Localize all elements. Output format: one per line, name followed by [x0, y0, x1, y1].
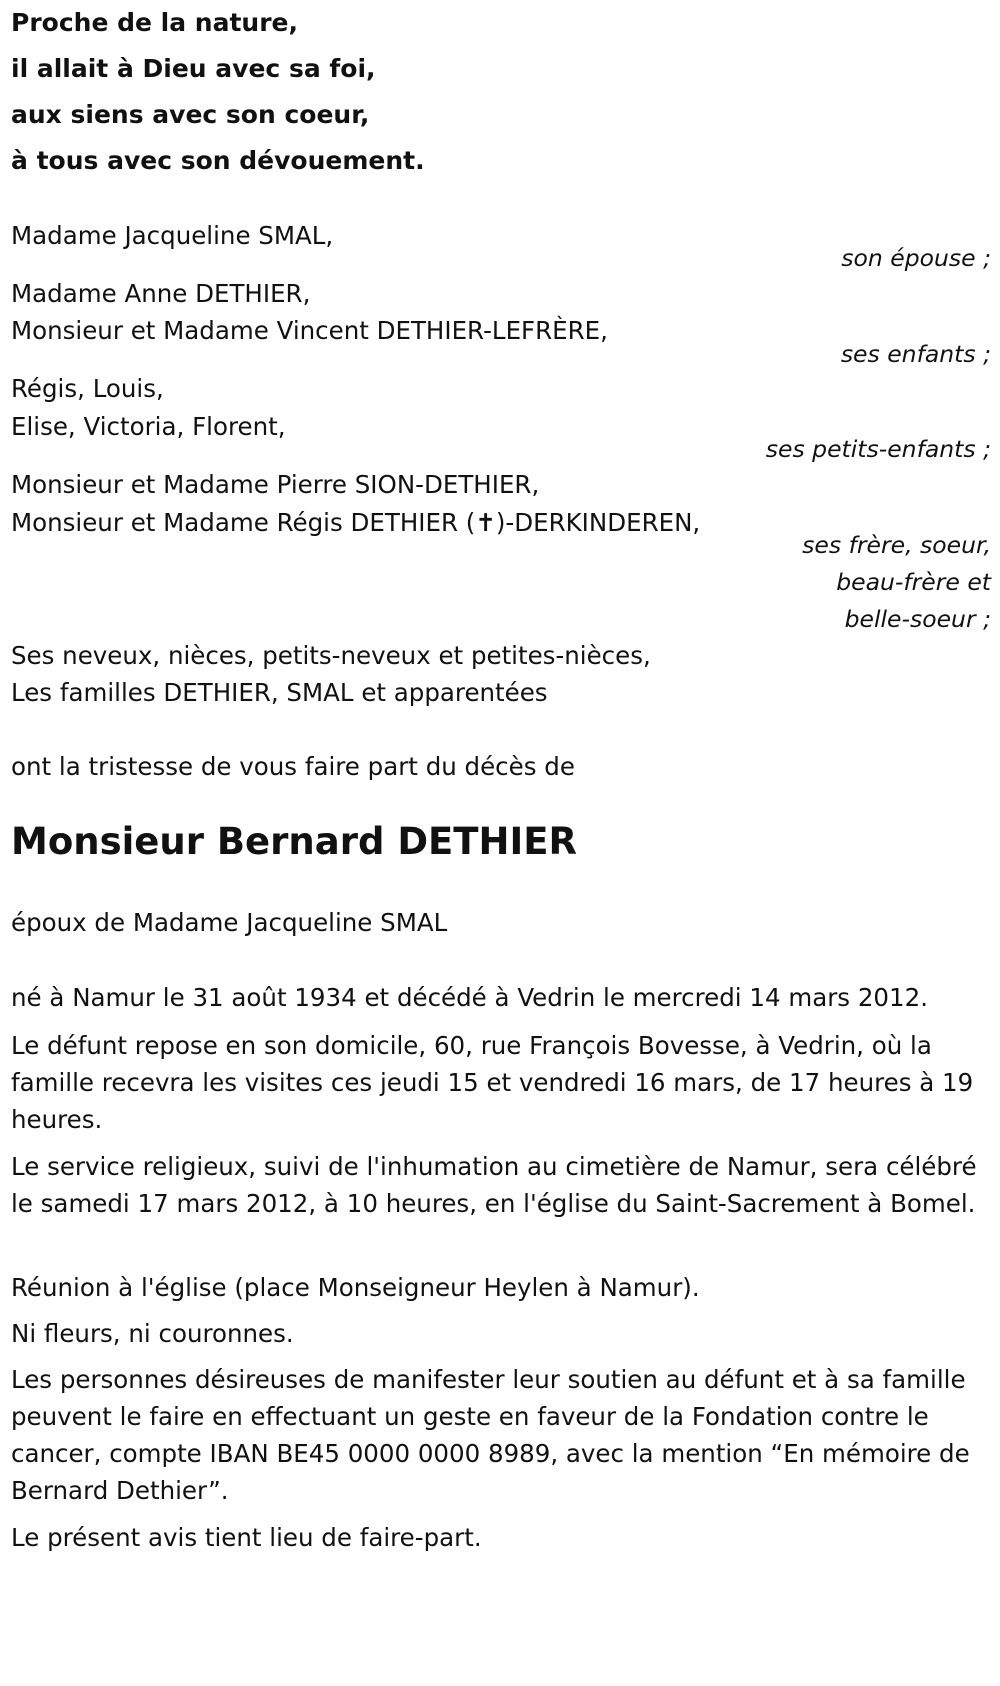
siblings-relation: belle-soeur ; — [844, 605, 991, 633]
siblings-relation: beau-frère et — [836, 568, 991, 596]
sibling-name: Monsieur et Madame Régis DETHIER (✝)-DERKINDEREN, — [11, 508, 701, 537]
epitaph-line: aux siens avec son coeur, — [11, 100, 370, 129]
visitation-paragraph: Le défunt repose en son domicile, 60, rue François Bovesse, à Vedrin, où la famille recevra les visites ces jeudi 15 et vendredi 16 mars, de 17 heures à 19 heures. — [11, 1031, 974, 1134]
spouse-relation: son épouse ; — [841, 244, 991, 272]
sibling-name: Monsieur et Madame Pierre SION-DETHIER, — [11, 470, 540, 499]
gathering-paragraph: Réunion à l'église (place Monseigneur Heylen à Namur). — [11, 1273, 700, 1302]
grandchildren-line: Elise, Victoria, Florent, — [11, 412, 286, 441]
epitaph-line: à tous avec son dévouement. — [11, 146, 425, 175]
child-name: Monsieur et Madame Vincent DETHIER-LEFRÈRE, — [11, 316, 608, 345]
deceased-name: Monsieur Bernard DETHIER — [11, 820, 578, 863]
grandchildren-line: Régis, Louis, — [11, 374, 164, 403]
flowers-paragraph: Ni fleurs, ni couronnes. — [11, 1319, 294, 1348]
siblings-relation: ses frère, soeur, — [802, 531, 991, 559]
spouse-name: Madame Jacqueline SMAL, — [11, 221, 334, 250]
extended-family-line: Les familles DETHIER, SMAL et apparentées — [11, 678, 548, 707]
service-paragraph: Le service religieux, suivi de l'inhumation au cimetière de Namur, sera célébré le samedi 17 mars 2012, à 10 heures, en l'église du Saint-Sacrement à Bomel. — [11, 1152, 977, 1218]
children-relation: ses enfants ; — [840, 340, 991, 368]
spouse-of-text: époux de Madame Jacqueline SMAL — [11, 908, 448, 937]
announcement-text: ont la tristesse de vous faire part du décès de — [11, 752, 575, 781]
donation-paragraph: Les personnes désireuses de manifester leur soutien au défunt et à sa famille peuvent le faire en effectuant un geste en faveur de la Fondation contre le cancer, compte IBAN BE45 0000 0000 8989, avec la mention “En mémoire de Bernard Dethier”. — [11, 1365, 970, 1505]
birth-death-paragraph: né à Namur le 31 août 1934 et décédé à Vedrin le mercredi 14 mars 2012. — [11, 983, 928, 1012]
notice-paragraph: Le présent avis tient lieu de faire-part. — [11, 1523, 482, 1552]
child-name: Madame Anne DETHIER, — [11, 279, 311, 308]
epitaph-line: Proche de la nature, — [11, 8, 298, 37]
epitaph-line: il allait à Dieu avec sa foi, — [11, 54, 376, 83]
extended-family-line: Ses neveux, nièces, petits-neveux et petites-nièces, — [11, 641, 651, 670]
grandchildren-relation: ses petits-enfants ; — [765, 435, 991, 463]
